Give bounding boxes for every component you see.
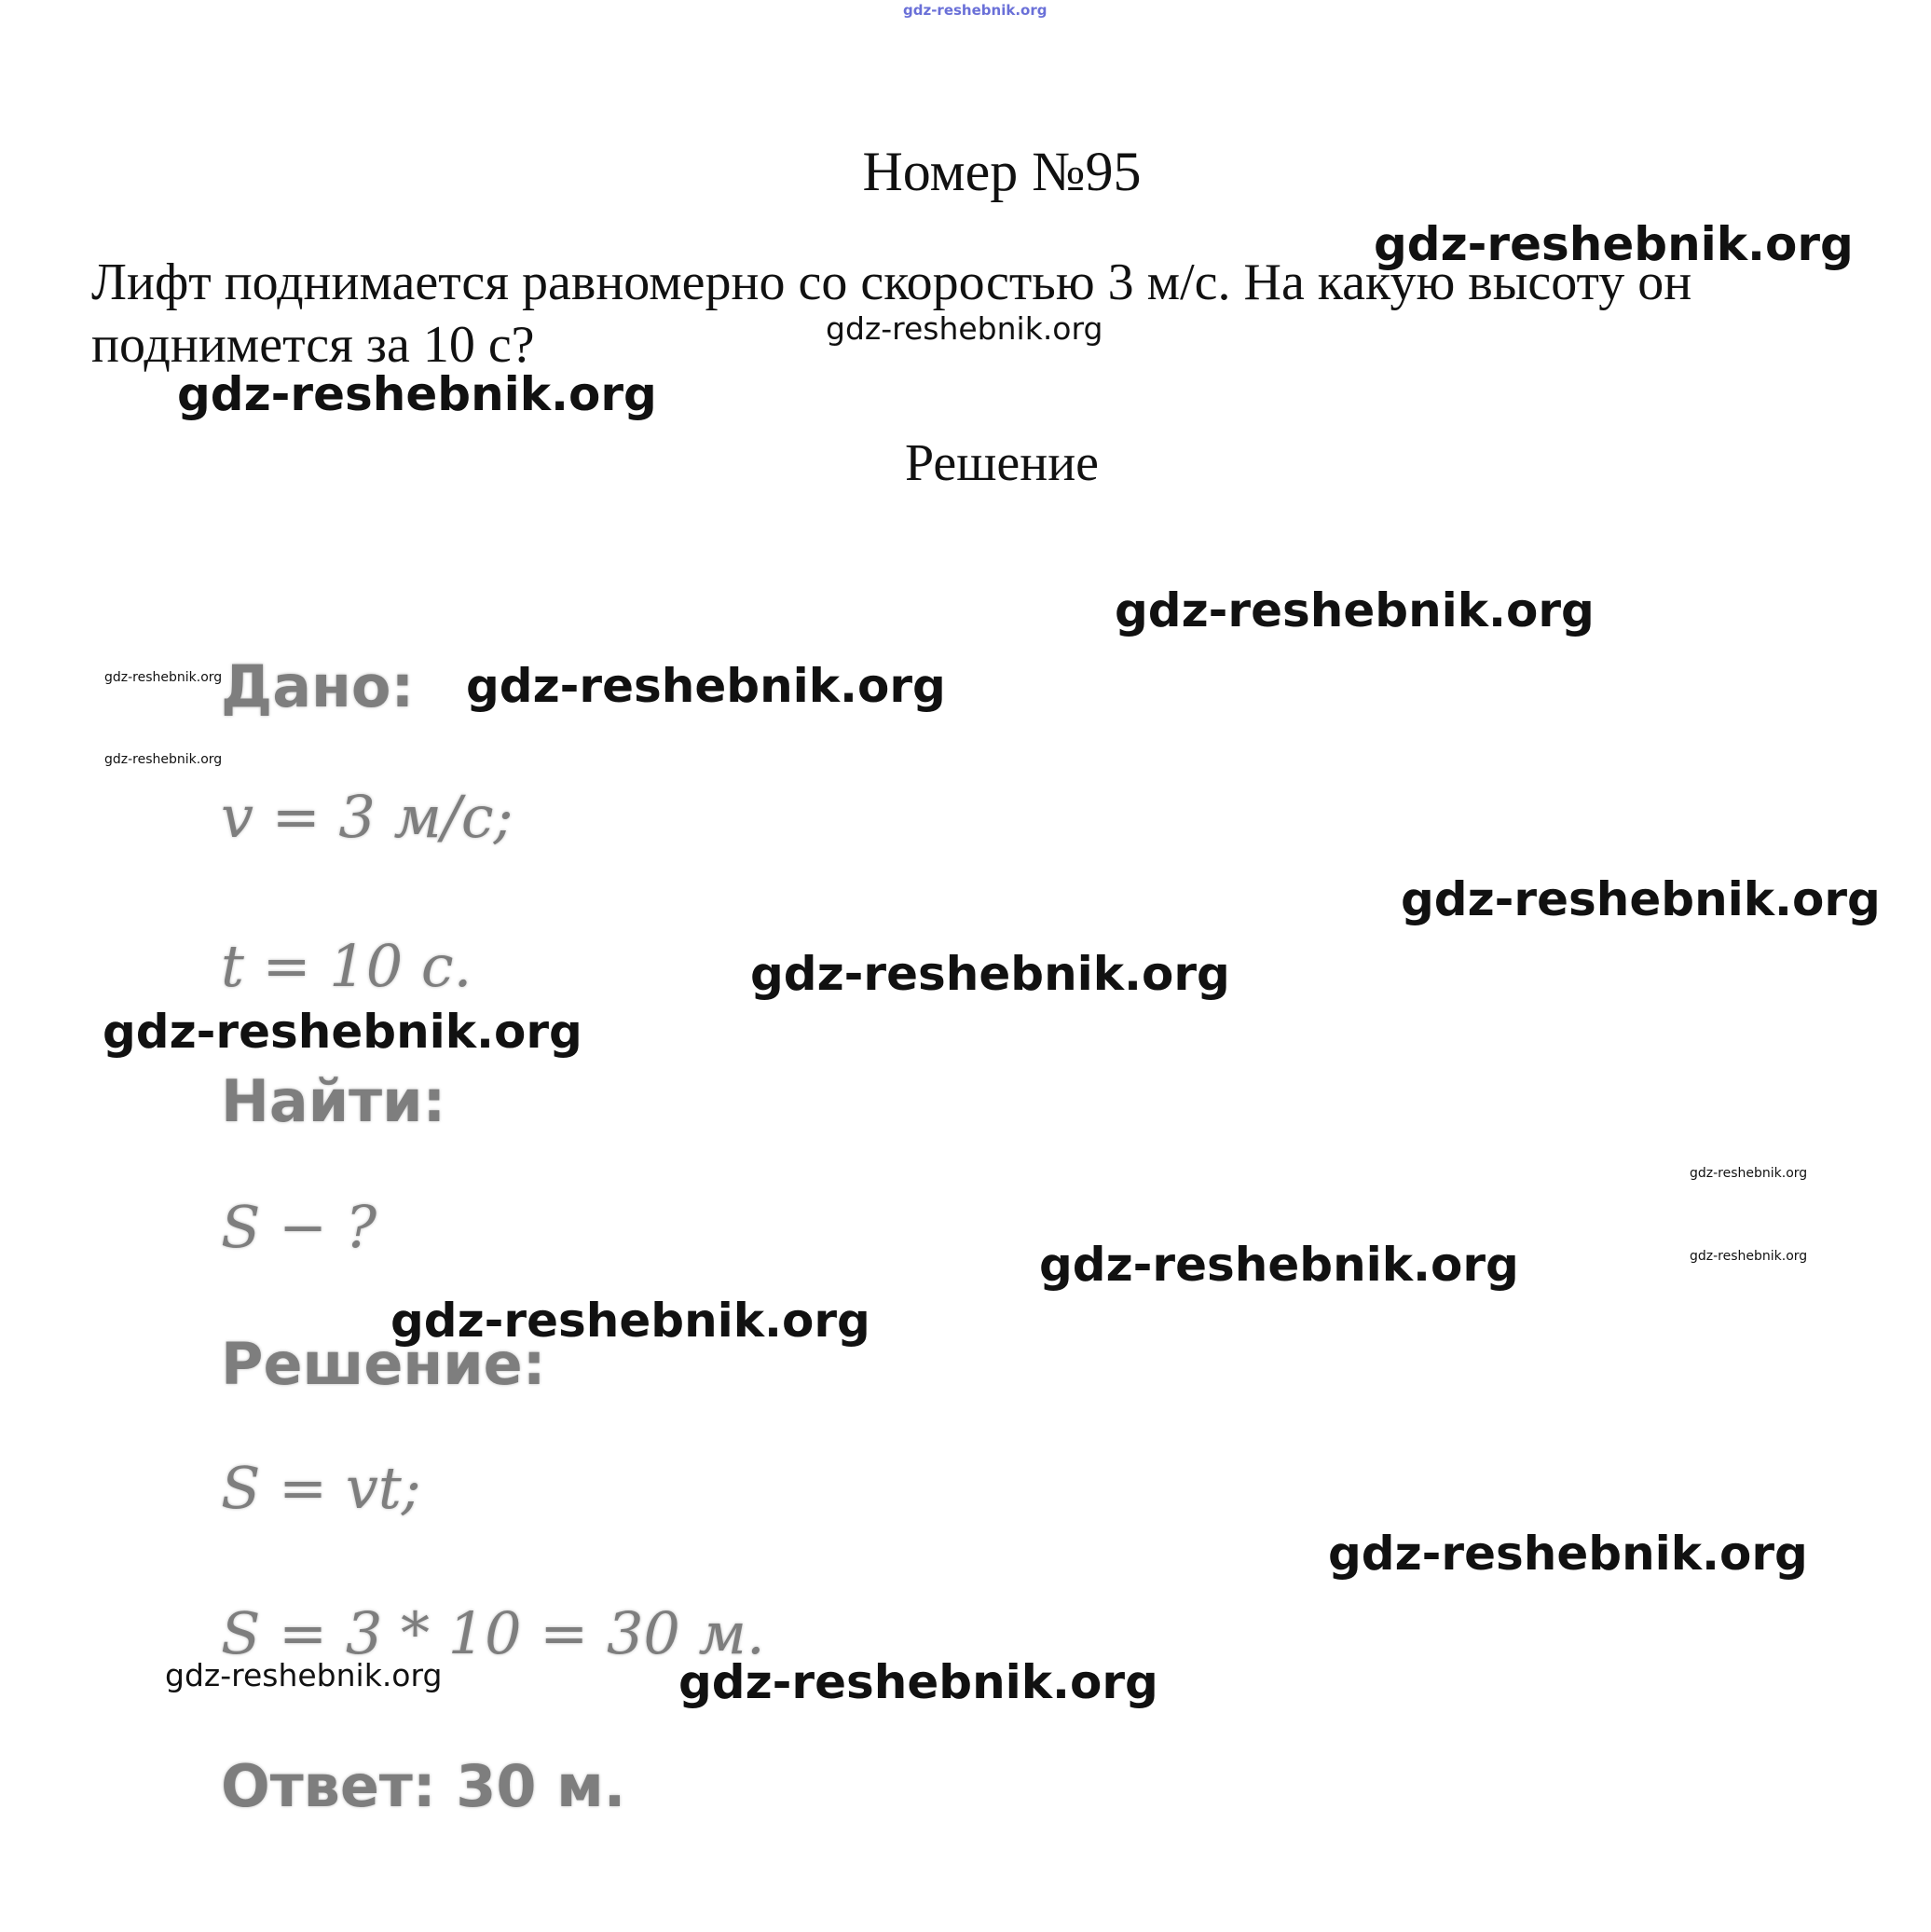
watermark: gdz-reshebnik.org [390, 1294, 870, 1348]
watermark: gdz-reshebnik.org [1374, 217, 1854, 271]
watermark: gdz-reshebnik.org [750, 947, 1230, 1001]
find-label: Найти: [221, 1067, 446, 1135]
watermark: gdz-reshebnik.org [466, 659, 946, 713]
watermark: gdz-reshebnik.org [165, 1657, 443, 1693]
watermark: gdz-reshebnik.org [826, 310, 1103, 347]
solution-formula: S = vt; [221, 1454, 421, 1522]
answer: Ответ: 30 м. [221, 1752, 626, 1820]
find-distance: S − ? [221, 1193, 377, 1261]
watermark: gdz-reshebnik.org [104, 670, 223, 685]
watermark: gdz-reshebnik.org [1115, 583, 1595, 637]
solution-calculation: S = 3 * 10 = 30 м. [221, 1599, 765, 1667]
watermark: gdz-reshebnik.org [177, 367, 657, 421]
given-time: t = 10 с. [221, 932, 472, 1000]
watermark: gdz-reshebnik.org [678, 1655, 1158, 1709]
given-label: Дано: [221, 652, 415, 720]
top-watermark-link[interactable]: gdz-reshebnik.org [903, 2, 1048, 19]
problem-statement: Лифт поднимается равномерно со скоростью 3 м/с. На какую высоту он поднимется за 10 с? [91, 253, 1692, 374]
given-velocity: v = 3 м/с; [221, 783, 514, 851]
solution-label: Решение: [221, 1330, 546, 1398]
solution-section-title: Решение [904, 434, 1100, 492]
watermark: gdz-reshebnik.org [1690, 1249, 1808, 1264]
watermark: gdz-reshebnik.org [1690, 1166, 1808, 1181]
watermark: gdz-reshebnik.org [1328, 1527, 1808, 1581]
watermark: gdz-reshebnik.org [103, 1005, 582, 1059]
page-title: Номер №95 [862, 141, 1142, 202]
watermark: gdz-reshebnik.org [1039, 1238, 1519, 1292]
watermark: gdz-reshebnik.org [1401, 872, 1881, 926]
watermark: gdz-reshebnik.org [104, 752, 223, 767]
